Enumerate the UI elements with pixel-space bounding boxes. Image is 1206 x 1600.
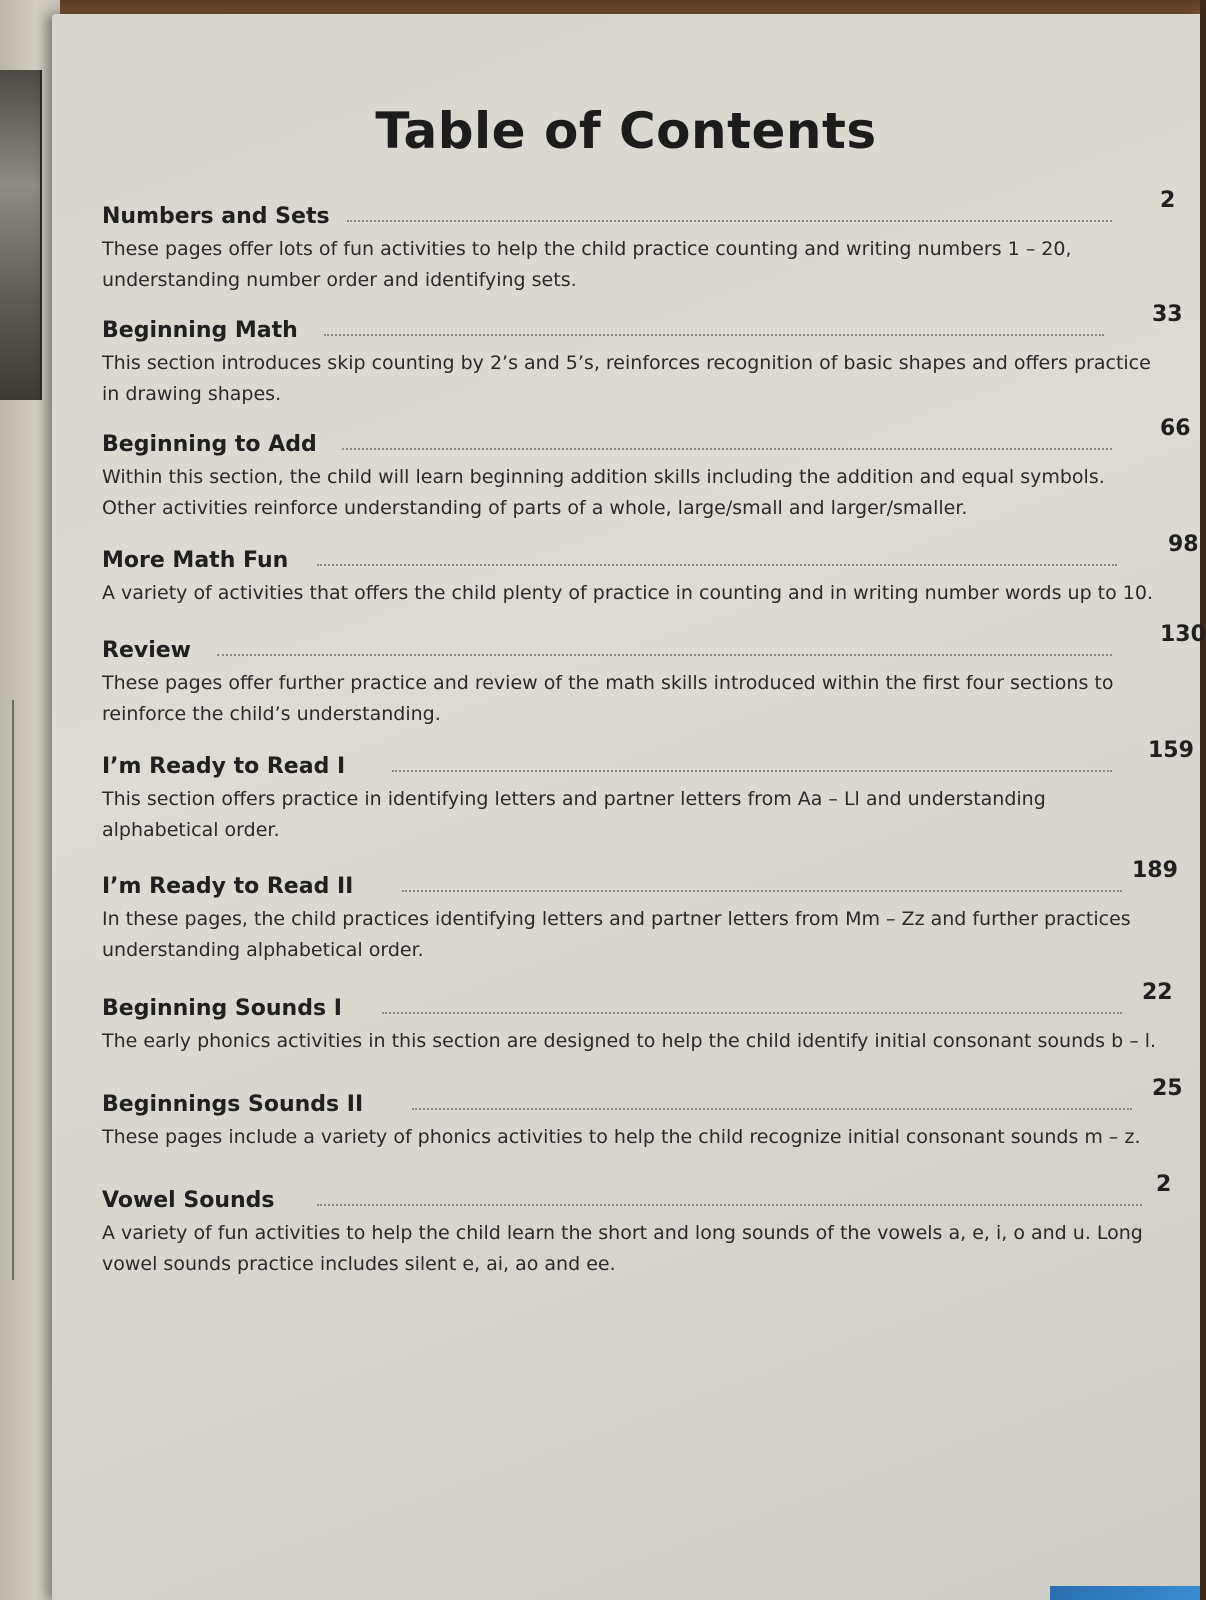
background-book-edge	[1050, 1586, 1200, 1600]
toc-entry	[102, 858, 1182, 966]
toc-entry-page: 2	[1156, 1172, 1172, 1197]
dot-leader	[317, 1204, 1142, 1206]
dot-leader	[392, 770, 1112, 772]
dot-leader	[347, 220, 1112, 222]
toc-entry-title: More Math Fun	[102, 548, 289, 573]
toc-entry	[102, 416, 1191, 524]
toc-entry	[102, 188, 1182, 296]
toc-entry-description: This section offers practice in identifying letters and partner letters from Aa – Ll and understanding alphabetical order.	[102, 788, 1046, 841]
toc-entry-description: A variety of fun activities to help the child learn the short and long sounds of the vowels a, e, i, o and u. Long vowel sounds practice includes silent e, ai, ao and ee.	[102, 1222, 1143, 1275]
toc-entry-page: 159	[1148, 738, 1194, 763]
dot-leader	[317, 564, 1117, 566]
toc-entry-description: The early phonics activities in this section are designed to help the child identify initial consonant sounds b – l.	[102, 1030, 1157, 1052]
toc-entry	[102, 1076, 1183, 1153]
toc-entry-page: 22	[1142, 980, 1173, 1005]
toc-entry-title: Beginning to Add	[102, 432, 317, 457]
toc-entry-title: Vowel Sounds	[102, 1188, 275, 1213]
toc-entry-title: I’m Ready to Read II	[102, 874, 354, 899]
toc-entry-description: Within this section, the child will learn beginning addition skills including the addition and equal symbols. Other activities reinforce understanding of parts of a whole, large/small and larger/smaller.	[102, 466, 1105, 519]
dot-leader	[382, 1012, 1122, 1014]
facing-page-photo	[0, 70, 42, 400]
toc-entry-description: A variety of activities that offers the child plenty of practice in counting and in writing number words up to 10.	[102, 582, 1153, 604]
toc-entry-page: 66	[1160, 416, 1191, 441]
toc-entry	[102, 1172, 1182, 1280]
toc-entry-description: These pages offer further practice and review of the math skills introduced within the first four sections to reinforce the child’s understanding.	[102, 672, 1114, 725]
toc-entry-page: 98	[1168, 532, 1199, 557]
toc-entry-description: In these pages, the child practices identifying letters and partner letters from Mm – Zz and further practices understanding alphabetical order.	[102, 908, 1131, 961]
toc-entry	[102, 532, 1199, 609]
dot-leader	[342, 448, 1112, 450]
toc-entry-page: 25	[1152, 1076, 1183, 1101]
dot-leader	[217, 654, 1112, 656]
toc-entry-title: Beginning Sounds I	[102, 996, 342, 1021]
toc-entry-title: Review	[102, 638, 191, 663]
toc-entry-description: These pages include a variety of phonics activities to help the child recognize initial consonant sounds m – z.	[102, 1126, 1141, 1148]
facing-page	[0, 0, 60, 1600]
toc-entry	[102, 302, 1183, 410]
dot-leader	[324, 334, 1104, 336]
toc-entry-page: 130	[1160, 622, 1206, 647]
toc-entry-page: 33	[1152, 302, 1183, 327]
dot-leader	[412, 1108, 1132, 1110]
toc-entry-title: I’m Ready to Read I	[102, 754, 346, 779]
toc-entry	[102, 980, 1182, 1057]
toc-entry-description: This section introduces skip counting by 2’s and 5’s, reinforces recognition of basic shapes and offers practice in drawing shapes.	[102, 352, 1151, 405]
facing-page-rule	[0, 700, 14, 1280]
toc-entry-page: 2	[1160, 188, 1176, 213]
page-title: Table of Contents	[375, 102, 877, 160]
book-page	[52, 14, 1206, 1600]
toc-entry-title: Numbers and Sets	[102, 204, 330, 229]
toc-entry	[102, 738, 1194, 846]
toc-entry-description: These pages offer lots of fun activities to help the child practice counting and writing numbers 1 – 20, understanding number order and identifying sets.	[102, 238, 1072, 291]
toc-entry	[102, 622, 1206, 730]
toc-entry-title: Beginnings Sounds II	[102, 1092, 364, 1117]
toc-entry-page: 189	[1132, 858, 1178, 883]
dot-leader	[402, 890, 1122, 892]
toc-entry-title: Beginning Math	[102, 318, 298, 343]
